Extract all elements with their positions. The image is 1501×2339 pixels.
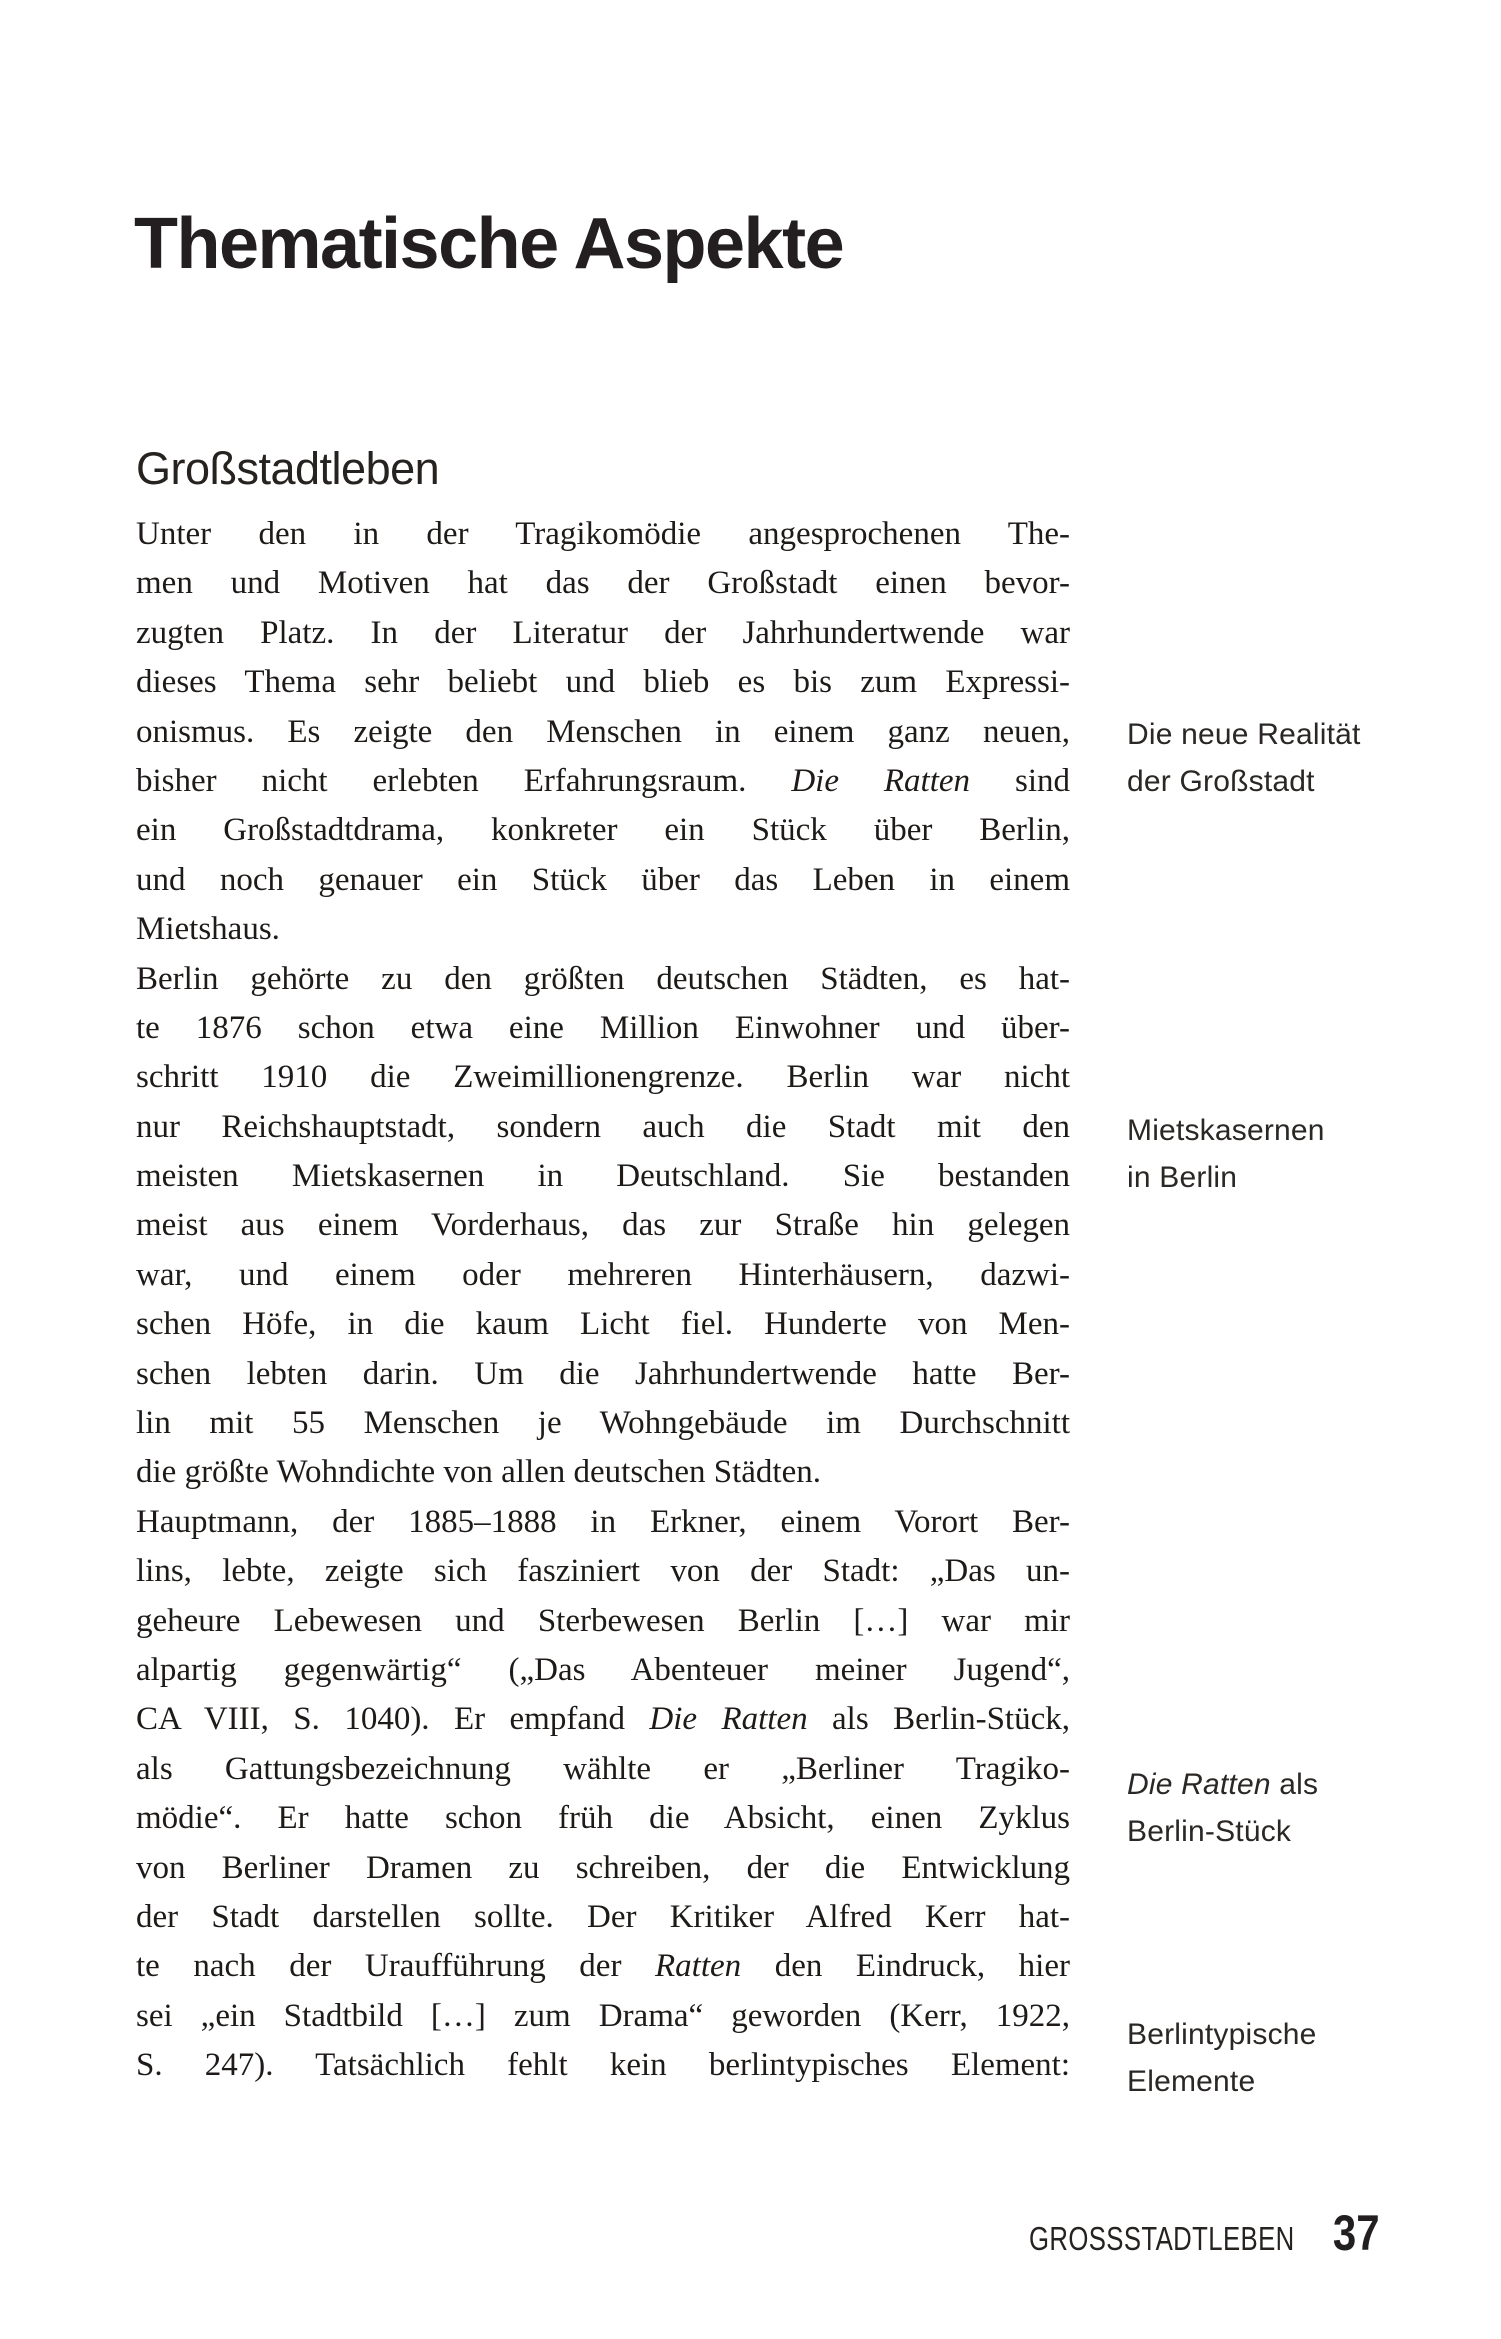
body-line	[136, 559, 1070, 608]
body-line	[136, 1399, 1070, 1448]
body-line	[136, 1695, 1070, 1744]
page-title: Thematische Aspekte	[134, 204, 844, 285]
body-line	[136, 1103, 1070, 1152]
work-title-italic: Die Ratten	[649, 1701, 808, 1738]
body-line	[136, 1547, 1070, 1596]
running-head: GROSSSTADTLEBEN	[1028, 2220, 1295, 2257]
body-text-segment: CA VIII, S. 1040). Er empfand	[136, 1701, 650, 1738]
margin-note-line	[1127, 2011, 1447, 2058]
body-line	[136, 1004, 1070, 1053]
margin-note-line	[1127, 711, 1447, 758]
body-text-segment: Berlintypische	[1127, 2018, 1317, 2051]
body-text-segment: alpartig gegenwärtig“ („Das Abenteuer meiner Jugend“,	[136, 1651, 1070, 1688]
body-text-segment: sei „ein Stadtbild […] zum Drama“ geworden (Kerr, 1922,	[136, 1997, 1070, 2034]
body-text-segment: den Eindruck, hier	[741, 1948, 1070, 1985]
body-line	[136, 658, 1070, 707]
body-text-segment: bisher nicht erlebten Erfahrungsraum.	[136, 762, 792, 799]
work-title-italic: Die Ratten	[791, 762, 971, 799]
body-text-segment: schritt 1910 die Zweimillionengrenze. Berlin war nicht	[136, 1059, 1070, 1096]
body-text-segment: nur Reichshauptstadt, sondern auch die Stadt mit den	[136, 1108, 1070, 1145]
body-text-segment: Berlin gehörte zu den größten deutschen Städten, es hat-	[136, 960, 1070, 997]
body-line	[136, 806, 1070, 855]
body-text-segment: in Berlin	[1127, 1161, 1238, 1194]
body-line	[136, 1597, 1070, 1646]
body-line	[136, 1053, 1070, 1102]
margin-note-line	[1127, 2058, 1447, 2105]
body-text-segment: meist aus einem Vorderhaus, das zur Straße hin gelegen	[136, 1207, 1070, 1244]
body-text-segment: Berlin-Stück	[1127, 1815, 1292, 1848]
body-line	[136, 1794, 1070, 1843]
body-line	[136, 1201, 1070, 1250]
body-text-segment: der Großstadt	[1127, 765, 1315, 798]
body-line	[136, 955, 1070, 1004]
body-text-segment: sind	[970, 762, 1070, 799]
body-line	[136, 905, 1070, 954]
margin-note	[1127, 2011, 1447, 2105]
section-heading: Großstadtleben	[136, 443, 440, 495]
body-line	[136, 1350, 1070, 1399]
body-text	[136, 510, 1070, 2091]
body-text-segment: als Berlin-Stück,	[807, 1701, 1070, 1738]
body-line	[136, 1745, 1070, 1794]
body-line	[136, 856, 1070, 905]
body-text-segment: schen Höfe, in die kaum Licht fiel. Hunderte von Men-	[136, 1306, 1070, 1343]
body-text-segment: als	[1270, 1768, 1319, 1801]
body-line	[136, 2041, 1070, 2090]
work-title-italic: Die Ratten	[1127, 1768, 1271, 1801]
body-line	[136, 708, 1070, 757]
margin-note-line	[1127, 758, 1447, 805]
body-line	[136, 1844, 1070, 1893]
margin-note	[1127, 1107, 1447, 1201]
body-text-segment: und noch genauer ein Stück über das Leben in einem	[136, 861, 1070, 898]
body-line	[136, 1992, 1070, 2041]
body-text-segment: Die neue Realität	[1127, 718, 1361, 751]
body-text-segment: als Gattungsbezeichnung wählte er „Berliner Tragiko-	[136, 1750, 1070, 1787]
body-line	[136, 757, 1070, 806]
margin-note-line	[1127, 1154, 1447, 1201]
body-text-segment: men und Motiven hat das der Großstadt einen bevor-	[136, 565, 1070, 602]
body-line	[136, 510, 1070, 559]
body-text-segment: Mietskasernen	[1127, 1114, 1325, 1147]
body-text-segment: dieses Thema sehr beliebt und blieb es bis zum Expressi-	[136, 664, 1070, 701]
body-line	[136, 1498, 1070, 1547]
page-footer	[954, 2204, 1380, 2262]
work-title-italic: Ratten	[655, 1948, 742, 1985]
body-text-segment: geheure Lebewesen und Sterbewesen Berlin […] war mir	[136, 1602, 1070, 1639]
body-line	[136, 1152, 1070, 1201]
body-text-segment: zugten Platz. In der Literatur der Jahrhundertwende war	[136, 614, 1070, 651]
body-line	[136, 1893, 1070, 1942]
margin-note	[1127, 1761, 1447, 1855]
margin-note	[1127, 711, 1447, 805]
body-text-segment: die größte Wohndichte von allen deutschen Städten.	[136, 1454, 821, 1491]
margin-note-line	[1127, 1761, 1447, 1808]
body-line	[136, 609, 1070, 658]
body-text-segment: ein Großstadtdrama, konkreter ein Stück über Berlin,	[136, 812, 1070, 849]
body-line	[136, 1448, 1070, 1497]
body-text-segment: lin mit 55 Menschen je Wohngebäude im Durchschnitt	[136, 1405, 1070, 1442]
body-text-segment: mödie“. Er hatte schon früh die Absicht, einen Zyklus	[136, 1800, 1070, 1837]
body-text-segment: S. 247). Tatsächlich fehlt kein berlintypisches Element:	[136, 2047, 1070, 2084]
body-line	[136, 1300, 1070, 1349]
page-number: 37	[1333, 2205, 1380, 2261]
body-line	[136, 1646, 1070, 1695]
body-text-segment: Unter den in der Tragikomödie angesprochenen The-	[136, 516, 1070, 552]
body-text-segment: Hauptmann, der 1885–1888 in Erkner, einem Vorort Ber-	[136, 1503, 1070, 1540]
body-line	[136, 1251, 1070, 1300]
body-text-segment: Mietshaus.	[136, 911, 280, 948]
body-text-segment: der Stadt darstellen sollte. Der Kritiker Alfred Kerr hat-	[136, 1898, 1070, 1935]
body-text-segment: schen lebten darin. Um die Jahrhundertwende hatte Ber-	[136, 1355, 1070, 1392]
body-text-segment: te nach der Uraufführung der	[136, 1948, 655, 1985]
body-text-segment: te 1876 schon etwa eine Million Einwohner und über-	[136, 1009, 1070, 1046]
body-text-segment: meisten Mietskasernen in Deutschland. Sie bestanden	[136, 1158, 1070, 1195]
body-text-segment: von Berliner Dramen zu schreiben, der die Entwicklung	[136, 1849, 1070, 1886]
body-text-segment: lins, lebte, zeigte sich fasziniert von der Stadt: „Das un-	[136, 1553, 1070, 1590]
margin-note-line	[1127, 1808, 1447, 1855]
body-text-segment: onismus. Es zeigte den Menschen in einem ganz neuen,	[136, 713, 1070, 750]
body-text-segment: war, und einem oder mehreren Hinterhäusern, dazwi-	[136, 1256, 1070, 1293]
body-line	[136, 1942, 1070, 1991]
body-text-segment: Elemente	[1127, 2065, 1256, 2098]
margin-note-line	[1127, 1107, 1447, 1154]
